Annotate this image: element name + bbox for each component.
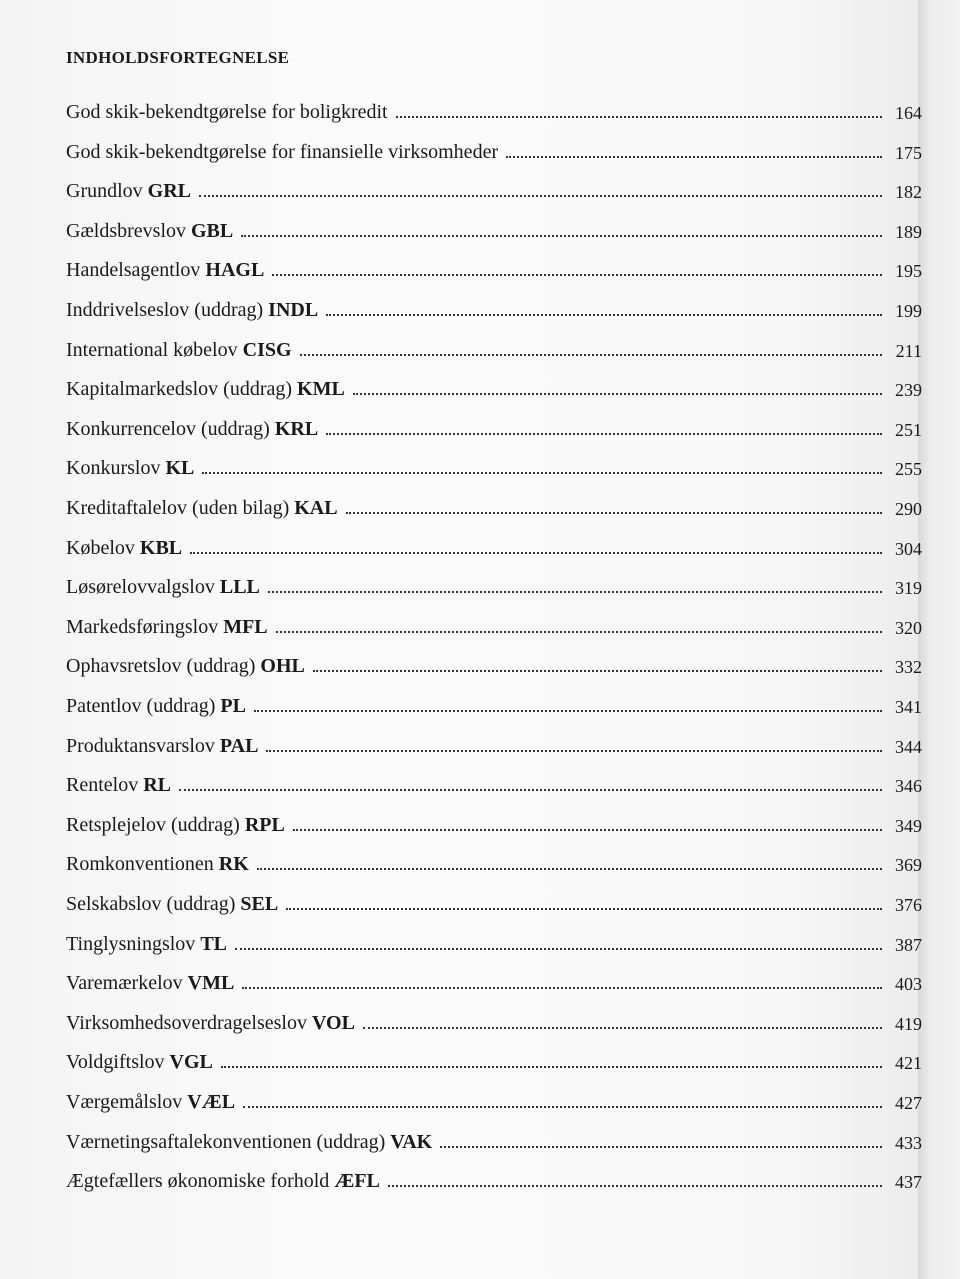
toc-entry-name: Konkurrencelov (uddrag) bbox=[66, 417, 275, 440]
toc-entry-name: International købelov bbox=[66, 338, 243, 361]
toc-entry-abbreviation: RL bbox=[143, 774, 172, 797]
toc-entry bbox=[66, 134, 922, 164]
toc-entry-name: God skik-bekendtgørelse for boligkredit bbox=[66, 101, 388, 123]
toc-entry bbox=[66, 569, 922, 599]
toc-entry-title bbox=[66, 655, 305, 678]
toc-entry-page-number: 369 bbox=[895, 855, 922, 876]
toc-entry-title bbox=[66, 141, 498, 164]
toc-entry-abbreviation: VML bbox=[187, 972, 235, 995]
toc-entry-page-number: 419 bbox=[895, 1013, 922, 1034]
toc-entry-page-number: 211 bbox=[895, 340, 922, 361]
dot-leader bbox=[266, 750, 882, 752]
toc-entry-name: Handelsagentlov bbox=[66, 259, 206, 282]
toc-entry-page-number: 320 bbox=[895, 617, 922, 638]
toc-entry-title bbox=[66, 339, 292, 362]
toc-entry-page-number: 433 bbox=[895, 1132, 922, 1153]
toc-entry-title bbox=[66, 735, 258, 758]
dot-leader bbox=[346, 512, 882, 514]
toc-entry-name: Markedsføringslov bbox=[66, 615, 224, 638]
toc-entry-abbreviation: HAGL bbox=[205, 259, 265, 282]
toc-entry bbox=[66, 688, 922, 718]
toc-entry-page-number: 199 bbox=[895, 301, 922, 321]
dot-leader bbox=[268, 591, 882, 593]
dot-leader bbox=[396, 116, 882, 118]
toc-entry bbox=[66, 252, 922, 282]
toc-entry-page-number: 332 bbox=[895, 657, 922, 678]
toc-entry-title bbox=[66, 537, 182, 560]
toc-entry-title bbox=[66, 1012, 355, 1035]
toc-entry-abbreviation: KBL bbox=[139, 536, 183, 559]
toc-entry-name: God skik-bekendtgørelse for finansielle virksomheder bbox=[66, 140, 499, 163]
toc-entry bbox=[66, 173, 922, 203]
toc-entry-name: Konkurslov bbox=[66, 457, 166, 480]
toc-entry bbox=[66, 1044, 922, 1074]
toc-entry-title bbox=[66, 418, 318, 441]
toc-entry-page-number: 427 bbox=[895, 1093, 922, 1113]
toc-entry-title bbox=[66, 497, 338, 520]
toc-entry-title bbox=[66, 616, 268, 639]
toc-entry-abbreviation: RK bbox=[218, 853, 249, 876]
toc-entry-abbreviation: TL bbox=[200, 932, 227, 955]
toc-entry-title bbox=[66, 180, 191, 203]
toc-entry-abbreviation: PAL bbox=[219, 734, 259, 757]
toc-entry-abbreviation: KRL bbox=[274, 417, 319, 440]
toc-entry-title bbox=[66, 299, 318, 322]
toc-entry-title bbox=[66, 101, 388, 124]
toc-entry bbox=[66, 450, 922, 480]
toc-entry-abbreviation: GBL bbox=[191, 219, 234, 242]
toc-entry-title bbox=[66, 1091, 235, 1114]
dot-leader bbox=[221, 1066, 882, 1068]
toc-entry-abbreviation: LLL bbox=[219, 576, 260, 599]
dot-leader bbox=[440, 1146, 882, 1148]
toc-entry-abbreviation: KL bbox=[165, 457, 195, 480]
toc-entry-title bbox=[66, 972, 234, 995]
dot-leader bbox=[241, 235, 882, 237]
toc-entry-page-number: 346 bbox=[895, 776, 922, 797]
toc-entry bbox=[66, 1163, 922, 1193]
dot-leader bbox=[286, 908, 882, 910]
toc-entry-page-number: 164 bbox=[895, 103, 922, 123]
toc-entry-page-number: 437 bbox=[895, 1172, 922, 1193]
toc-entry-page-number: 251 bbox=[895, 419, 922, 440]
toc-entry-abbreviation: MFL bbox=[223, 615, 268, 638]
toc-entry-name: Selskabslov (uddrag) bbox=[66, 893, 241, 915]
toc-entry bbox=[66, 648, 922, 678]
toc-entry-abbreviation: GRL bbox=[147, 180, 192, 203]
toc-entry-title bbox=[66, 259, 264, 282]
toc-entry-title bbox=[66, 893, 278, 916]
toc-entry-name: Kreditaftalelov (uden bilag) bbox=[66, 497, 295, 519]
toc-entry bbox=[66, 371, 922, 401]
toc-entry-name: Inddrivelseslov (uddrag) bbox=[66, 299, 269, 321]
toc-entry-page-number: 189 bbox=[895, 221, 922, 242]
dot-leader bbox=[242, 987, 882, 989]
toc-entry bbox=[66, 728, 922, 758]
toc-entry-name: Tinglysningslov bbox=[66, 932, 201, 955]
toc-entry bbox=[66, 926, 922, 956]
dot-leader bbox=[254, 710, 882, 712]
toc-entry bbox=[66, 94, 922, 124]
toc-entry bbox=[66, 846, 922, 876]
toc-entry-page-number: 376 bbox=[895, 895, 922, 915]
toc-entry-abbreviation: VOL bbox=[311, 1011, 355, 1034]
toc-entry bbox=[66, 1005, 922, 1035]
toc-entry-title bbox=[66, 695, 246, 718]
toc-entry-page-number: 195 bbox=[895, 261, 922, 282]
toc-entry bbox=[66, 292, 922, 322]
dot-leader bbox=[300, 354, 882, 356]
toc-entry-page-number: 387 bbox=[895, 934, 922, 955]
dot-leader bbox=[353, 393, 882, 395]
dot-leader bbox=[257, 868, 882, 870]
toc-entry-title bbox=[66, 774, 171, 797]
dot-leader bbox=[243, 1106, 882, 1108]
toc-entry-title bbox=[66, 457, 194, 480]
toc-entry-name: Romkonventionen bbox=[66, 853, 219, 876]
toc-entry-title bbox=[66, 814, 285, 837]
toc-entry-abbreviation: KML bbox=[297, 378, 345, 401]
toc-entry-name: Voldgiftslov bbox=[66, 1051, 170, 1074]
toc-entry-name: Produktansvarslov bbox=[66, 734, 220, 757]
toc-entry-page-number: 344 bbox=[895, 736, 922, 757]
toc-entry bbox=[66, 490, 922, 520]
dot-leader bbox=[202, 472, 882, 474]
toc-entry bbox=[66, 1124, 922, 1154]
page-edge bbox=[918, 0, 960, 1279]
toc-entry-name: Patentlov (uddrag) bbox=[66, 695, 221, 717]
dot-leader bbox=[363, 1027, 882, 1029]
toc-entry-page-number: 304 bbox=[895, 538, 922, 559]
dot-leader bbox=[293, 829, 882, 831]
dot-leader bbox=[388, 1185, 882, 1187]
toc-entry-page-number: 349 bbox=[895, 815, 922, 836]
toc-entry-page-number: 239 bbox=[895, 380, 922, 401]
toc-entry-abbreviation: KAL bbox=[294, 497, 338, 519]
toc-entry bbox=[66, 530, 922, 560]
toc-entry-name: Værgemålslov bbox=[66, 1091, 188, 1113]
toc-entry-title bbox=[66, 1131, 432, 1154]
toc-entry-title bbox=[66, 933, 227, 956]
toc-entry-page-number: 290 bbox=[895, 499, 922, 519]
toc-heading: INDHOLDSFORTEGNELSE bbox=[66, 48, 290, 67]
toc-entry-name: Varemærkelov bbox=[66, 972, 188, 995]
toc-entry bbox=[66, 807, 922, 837]
toc-entry bbox=[66, 965, 922, 995]
dot-leader bbox=[326, 314, 882, 316]
toc-entry-name: Løsørelovvalgslov bbox=[66, 576, 220, 599]
toc-entry bbox=[66, 213, 922, 243]
dot-leader bbox=[190, 552, 882, 554]
dot-leader bbox=[326, 433, 882, 435]
toc-entry-name: Kapitalmarkedslov (uddrag) bbox=[66, 378, 298, 401]
toc-entry-abbreviation: ÆFL bbox=[334, 1170, 380, 1193]
toc-entry-abbreviation: PL bbox=[220, 695, 246, 717]
toc-entry-page-number: 421 bbox=[895, 1053, 922, 1074]
dot-leader bbox=[179, 789, 882, 791]
toc-entry bbox=[66, 332, 922, 362]
toc-entry-abbreviation: OHL bbox=[260, 655, 305, 678]
toc-entry-abbreviation: VGL bbox=[169, 1051, 213, 1074]
toc-entry-name: Værnetingsaftalekonventionen (uddrag) bbox=[66, 1130, 391, 1153]
toc-entry-name: Retsplejelov (uddrag) bbox=[66, 813, 245, 836]
dot-leader bbox=[313, 670, 882, 672]
toc-entry-page-number: 175 bbox=[895, 142, 922, 163]
toc-entry-title bbox=[66, 1051, 213, 1074]
toc-entry-name: Ægtefællers økonomiske forhold bbox=[66, 1170, 335, 1193]
toc-entry-name: Købelov bbox=[66, 536, 140, 559]
toc-entry-name: Gældsbrevslov bbox=[66, 219, 191, 242]
toc-entry bbox=[66, 886, 922, 916]
dot-leader bbox=[272, 274, 882, 276]
toc-entry-abbreviation: RPL bbox=[244, 813, 285, 836]
toc-entry-abbreviation: CISG bbox=[242, 338, 292, 361]
toc-entry-name: Virksomhedsoverdragelseslov bbox=[66, 1011, 312, 1034]
toc-entry-abbreviation: INDL bbox=[268, 299, 319, 321]
toc-entry-name: Ophavsretslov (uddrag) bbox=[66, 655, 261, 678]
toc-entry bbox=[66, 1084, 922, 1114]
toc-entry-abbreviation: VÆL bbox=[187, 1091, 236, 1113]
toc-entry-title bbox=[66, 1170, 380, 1193]
toc-entry bbox=[66, 411, 922, 441]
toc-entry bbox=[66, 609, 922, 639]
dot-leader bbox=[235, 948, 882, 950]
toc-entry-title bbox=[66, 853, 249, 876]
toc-entry-page-number: 182 bbox=[895, 182, 922, 203]
toc-entry-title bbox=[66, 220, 233, 243]
dot-leader bbox=[199, 195, 882, 197]
toc-entry-name: Grundlov bbox=[66, 180, 148, 203]
toc-entry-title bbox=[66, 576, 260, 599]
toc-entry-page-number: 255 bbox=[895, 459, 922, 480]
dot-leader bbox=[276, 631, 882, 633]
toc-entry-page-number: 403 bbox=[895, 974, 922, 995]
toc-entry-page-number: 341 bbox=[895, 697, 922, 717]
dot-leader bbox=[506, 156, 882, 158]
toc-entry bbox=[66, 767, 922, 797]
toc-entry-abbreviation: VAK bbox=[390, 1130, 433, 1153]
toc-entry-title bbox=[66, 378, 345, 401]
toc-entry-name: Rentelov bbox=[66, 774, 144, 797]
toc-entry-page-number: 319 bbox=[895, 578, 922, 599]
toc-entry-abbreviation: SEL bbox=[240, 893, 279, 915]
